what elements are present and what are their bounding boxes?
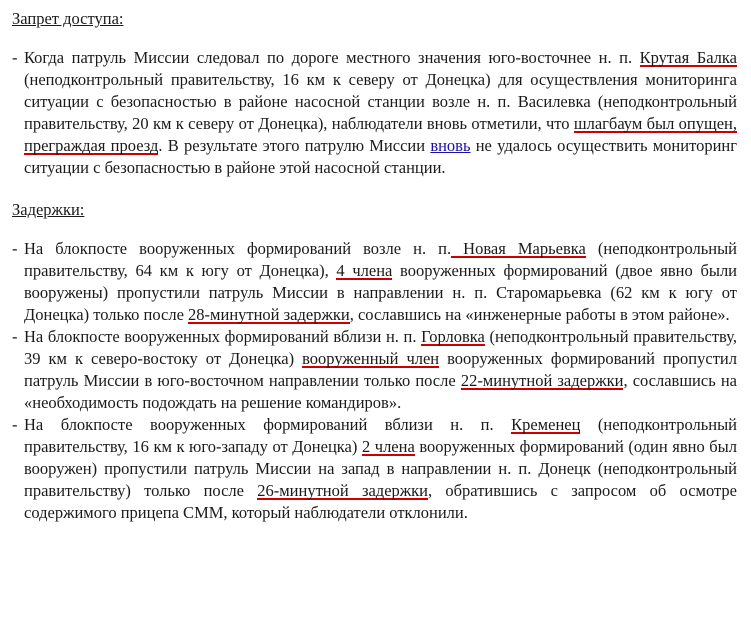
- text-segment: Когда патруль Миссии следовал по дороге местного значения юго-восточнее н. п.: [24, 48, 640, 67]
- text-segment: (неподконтрольный правительству, 16 км к юго-западу от Донецка): [24, 415, 737, 456]
- text-segment: На блокпосте вооруженных формирований вблизи н. п.: [24, 327, 422, 346]
- text-segment: вооруженных формирований (один явно был вооружен) пропустили патруль Миссии на запад в направлении н. п. Донецк (неподконтрольный правительству) только после: [24, 437, 737, 500]
- paragraph-delay-kremenets: [12, 414, 737, 524]
- highlight-delay-22: 22-минутной задержки: [460, 371, 624, 390]
- text-segment: вооруженных формирований пропустил патруль Миссии в юго-восточном направлении только после: [24, 349, 737, 390]
- text-segment: На блокпосте вооруженных формирований вблизи н. п.: [24, 415, 512, 434]
- text-segment: (неподконтрольный правительству, 39 км к северо-востоку от Донецка): [24, 327, 737, 368]
- text-segment: вооруженных формирований (двое явно были вооружены) пропустили патруль Миссии в направлении н. п. Старомарьевка (62 км к югу от Донецка) только после: [24, 261, 738, 324]
- highlight-delay-28: 28-минутной задержки: [188, 305, 350, 324]
- highlight-two-members: 2 члена: [361, 437, 415, 456]
- highlight-barrier-lowered: шлагбаум был опущен, преграждая проезд: [24, 114, 737, 155]
- paragraph-delay-gorlovka: [12, 326, 737, 414]
- list-dash: -: [12, 48, 18, 67]
- link-again[interactable]: вновь: [430, 136, 471, 155]
- text-segment: (неподконтрольный правительству, 16 км к северу от Донецка) для осуществления мониторинга ситуации с безопасностью в районе насосной станции возле н. п. Василевка (неподконтрольный правительству, 20 км к северу от Донецка), наблюдатели вновь отметили, что: [24, 70, 737, 133]
- highlight-place-gorlovka: Горловка: [421, 327, 485, 346]
- highlight-place-krutaya-balka: Крутая Балка: [639, 48, 737, 67]
- highlight-armed-member: вооруженный член: [302, 349, 440, 368]
- document-page: [12, 3, 737, 524]
- text-segment: (неподконтрольный правительству, 64 км к югу от Донецка),: [24, 239, 737, 280]
- highlight-delay-26: 26-минутной задержки: [257, 481, 429, 500]
- list-dash: -: [12, 239, 18, 258]
- list-dash: -: [12, 327, 18, 346]
- paragraph-delay-novaya-maryevka: [12, 238, 737, 326]
- text-segment: , обратившись с запросом об осмотре содержимого прицепа СММ, который наблюдатели отклонили.: [24, 481, 737, 522]
- text-segment: не удалось осуществить мониторинг ситуации с безопасностью в районе этой насосной станции.: [24, 136, 738, 177]
- paragraph-access-denial: [12, 47, 737, 179]
- text-segment: . В результате этого патрулю Миссии: [158, 136, 431, 155]
- text-segment: , сославшись на «инженерные работы в этом районе».: [349, 305, 730, 324]
- highlight-place-kremenets: Кременец: [511, 415, 581, 434]
- highlight-four-members: 4 члена: [336, 261, 393, 280]
- heading-delays: Задержки:: [12, 200, 85, 219]
- highlight-place-novaya-maryevka: Новая Марьевка: [451, 239, 586, 258]
- text-segment: На блокпосте вооруженных формирований возле н. п.: [24, 239, 452, 258]
- text-segment: , сославшись на «необходимость подождать на решение командиров».: [24, 371, 737, 412]
- heading-access-denial: Запрет доступа:: [12, 9, 124, 28]
- list-dash: -: [12, 415, 18, 434]
